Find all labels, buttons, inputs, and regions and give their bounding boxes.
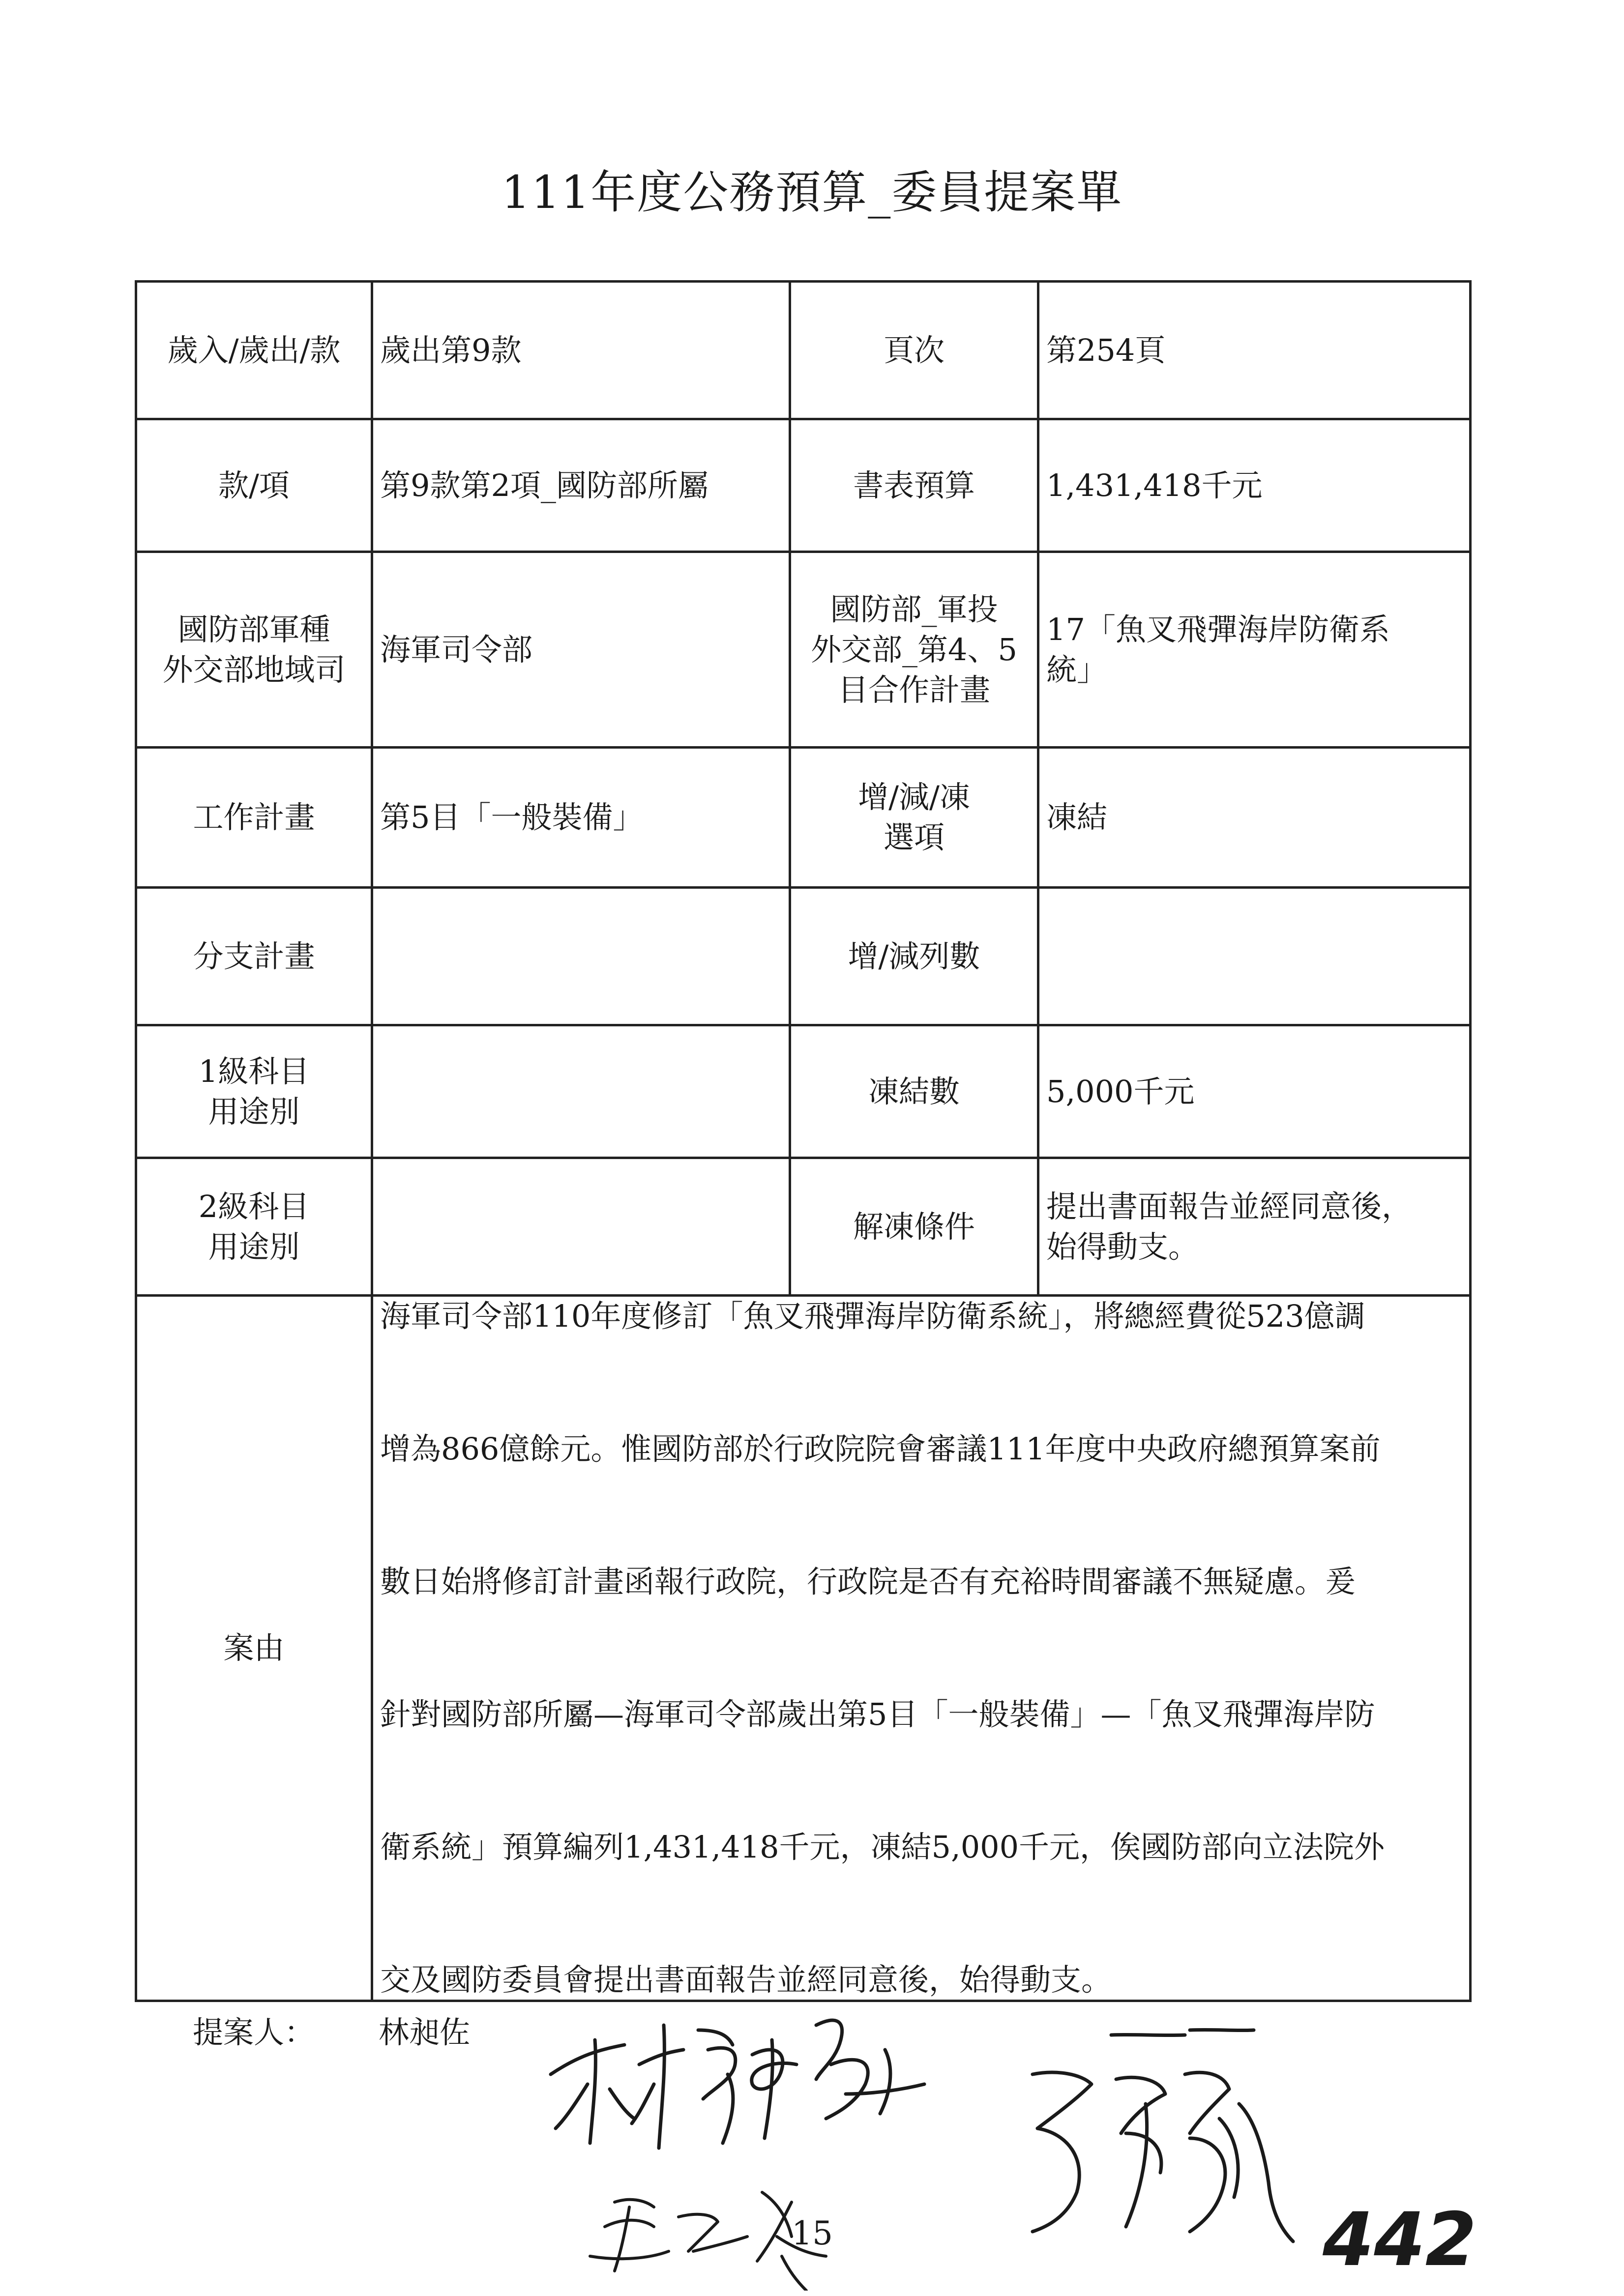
reason-line: 增為866億餘元。惟國防部於行政院院會審議111年度中央政府總預算案前 xyxy=(380,1431,1381,1467)
form-row-reason xyxy=(136,1296,1471,2001)
label-level2-subject xyxy=(136,1158,372,1296)
proposer-label: 提案人： xyxy=(193,2014,315,2050)
value-frozen-amount: 5,000千元 xyxy=(1038,1025,1471,1158)
value-level1-subject xyxy=(372,1025,790,1158)
reason-line: 針對國防部所屬—海軍司令部歲出第5目「一般裝備」—「魚叉飛彈海岸防 xyxy=(380,1696,1375,1732)
label-unfreeze-condition: 解凍條件 xyxy=(790,1158,1038,1296)
proposal-form-table xyxy=(135,280,1472,2002)
label-line: 用途別 xyxy=(208,1228,300,1265)
form-row xyxy=(136,1158,1471,1296)
label-branch-plan: 分支計畫 xyxy=(136,888,372,1025)
proposer-name: 林昶佐 xyxy=(379,2014,471,2050)
label-line: 1級科目 xyxy=(198,1053,310,1089)
form-row xyxy=(136,552,1471,748)
reason-text xyxy=(372,1296,1471,2001)
label-level1-subject xyxy=(136,1025,372,1158)
signature-1 xyxy=(541,1996,974,2158)
value-budget-type: 歲出第9款 xyxy=(372,282,790,419)
label-page: 頁次 xyxy=(790,282,1038,419)
label-line: 國防部_軍投 xyxy=(830,591,998,627)
value-cooperation-plan xyxy=(1038,552,1471,748)
value-unfreeze-condition xyxy=(1038,1158,1471,1296)
value-military-branch: 海軍司令部 xyxy=(372,552,790,748)
value-line: 提出書面報告並經同意後， xyxy=(1046,1188,1413,1224)
reason-line: 交及國防委員會提出書面報告並經同意後，始得動支。 xyxy=(380,1962,1112,1998)
form-row xyxy=(136,1025,1471,1158)
page-title: 111年度公務預算_委員提案單 xyxy=(501,166,1123,219)
value-level2-subject xyxy=(372,1158,790,1296)
form-row xyxy=(136,419,1471,552)
label-military-branch xyxy=(136,552,372,748)
label-budget-type: 歲入/歲出/款 xyxy=(136,282,372,419)
label-line: 用途別 xyxy=(208,1093,300,1130)
label-line: 增/減/凍 xyxy=(858,779,970,815)
value-adjust-option: 凍結 xyxy=(1038,748,1471,888)
reason-line: 衛系統」預算編列1,431,418千元，凍結5,000千元，俟國防部向立法院外 xyxy=(380,1829,1385,1865)
label-work-plan: 工作計畫 xyxy=(136,748,372,888)
value-branch-plan xyxy=(372,888,790,1025)
handwritten-number: 442 xyxy=(1323,2197,1477,2283)
label-line: 2級科目 xyxy=(198,1188,310,1224)
label-frozen-amount: 凍結數 xyxy=(790,1025,1038,1158)
page-number: 15 xyxy=(792,2214,833,2252)
label-line: 目合作計畫 xyxy=(837,671,990,708)
form-row xyxy=(136,888,1471,1025)
value-line: 始得動支。 xyxy=(1046,1228,1199,1265)
value-book-budget: 1,431,418千元 xyxy=(1038,419,1471,552)
label-line: 國防部軍種 xyxy=(177,611,330,647)
value-line: 統」 xyxy=(1046,651,1108,688)
label-adjust-amount: 增/減列數 xyxy=(790,888,1038,1025)
form-row xyxy=(136,748,1471,888)
label-book-budget: 書表預算 xyxy=(790,419,1038,552)
value-page: 第254頁 xyxy=(1038,282,1471,419)
value-section-item: 第9款第2項_國防部所屬 xyxy=(372,419,790,552)
label-cooperation-plan xyxy=(790,552,1038,748)
signature-2 xyxy=(1018,2020,1332,2266)
form-row xyxy=(136,282,1471,419)
reason-line: 數日始將修訂計畫函報行政院，行政院是否有充裕時間審議不無疑慮。爰 xyxy=(380,1564,1356,1599)
value-work-plan: 第5目「一般裝備」 xyxy=(372,748,790,888)
label-section-item: 款/項 xyxy=(136,419,372,552)
label-reason: 案由 xyxy=(136,1296,372,2001)
value-line: 17「魚叉飛彈海岸防衛系 xyxy=(1046,611,1390,647)
label-line: 外交部地域司 xyxy=(162,651,346,688)
label-adjust-option xyxy=(790,748,1038,888)
label-line: 外交部_第4、5 xyxy=(811,631,1017,668)
value-adjust-amount xyxy=(1038,888,1471,1025)
label-line: 選項 xyxy=(883,819,945,855)
reason-line: 海軍司令部110年度修訂「魚叉飛彈海岸防衛系統」，將總經費從523億調 xyxy=(380,1298,1365,1334)
